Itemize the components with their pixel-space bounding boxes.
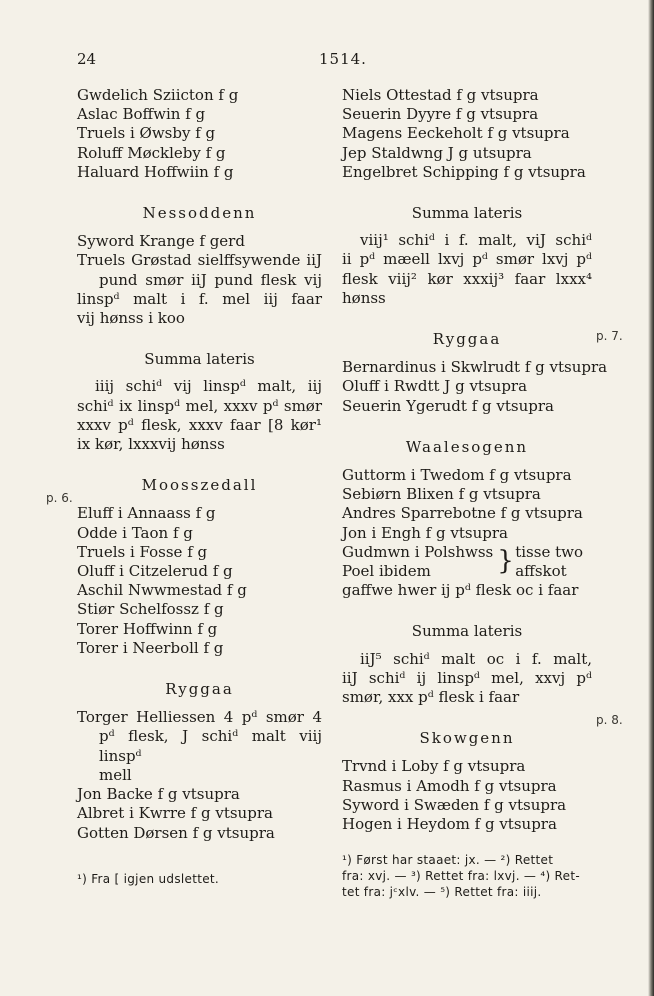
list-item: Aslac Boffwin f g xyxy=(77,105,206,124)
list-item: Engelbret Schipping f g vtsupra xyxy=(342,162,586,181)
list-item: Jep Staldwng J g utsupra xyxy=(342,143,532,162)
list-item: Oluff i Rwdtt J g vtsupra xyxy=(342,377,528,396)
section-heading-nessoddenn: Nessoddenn xyxy=(142,204,257,223)
list-item: Magens Eeckeholt f g vtsupra xyxy=(342,124,570,143)
list-item: Jon i Engh f g vtsupra xyxy=(342,523,508,542)
footnote-left: ¹) Fra [ igjen udslettet. xyxy=(77,871,220,886)
section-heading-ryggaa-right: Ryggaa xyxy=(432,330,502,349)
list-item: Gudmwn i Polshwss xyxy=(342,542,494,561)
section-heading-skowgenn: Skowgenn xyxy=(419,729,515,748)
entry-line: Truels Grøstad sielffsywende iiJ xyxy=(77,251,322,270)
left-intro-list xyxy=(77,86,322,182)
list-item: Truels i Øwsby f g xyxy=(77,124,216,143)
summa-line: schiᵈ ix linspᵈ mel, xxxv pᵈ smør xyxy=(77,396,322,415)
brace-names xyxy=(342,543,493,581)
brace-entry xyxy=(342,543,592,581)
summa-title: Summa lateris xyxy=(411,622,523,641)
list-item: Torer i Neerboll f g xyxy=(77,638,224,657)
right-column xyxy=(342,86,608,900)
list-item: Eluff i Annaass f g xyxy=(77,504,216,523)
list-item: Aschil Nwwmestad f g xyxy=(77,581,247,600)
list-item: Jon Backe f g vtsupra xyxy=(77,785,240,804)
list-item: Roluff Møckleby f g xyxy=(77,143,226,162)
brace-text-line: affskot xyxy=(515,562,567,581)
list-item: Gotten Dørsen f g vtsupra xyxy=(77,823,275,842)
entry-line: gaffwe hwer ij pᵈ flesk oc i faar xyxy=(342,581,579,600)
footnote-line: ¹) Først har staaet: jx. — ²) Rettet xyxy=(342,853,554,868)
list-item: Haluard Hoffwiin f g xyxy=(77,162,234,181)
list-item: Sebiørn Blixen f g vtsupra xyxy=(342,485,541,504)
list-item: Gwdelich Sziicton f g xyxy=(77,86,239,104)
section-heading-moosszedall: Moosszedall xyxy=(141,476,258,495)
footnote-line: tet fra: jᶜxlv. — ⁵) Rettet fra: iiij. xyxy=(342,885,542,900)
summa-title: Summa lateris xyxy=(411,204,523,223)
list-item: Rasmus i Amodh f g vtsupra xyxy=(342,776,557,795)
list-item: Poel ibidem xyxy=(342,562,431,581)
left-column xyxy=(77,86,322,887)
list-item: Niels Ottestad f g vtsupra xyxy=(342,86,539,104)
summa-title: Summa lateris xyxy=(144,350,255,369)
list-item: Syword Krange f gerd xyxy=(77,232,245,251)
section-heading-ryggaa-left: Ryggaa xyxy=(165,680,234,699)
entry-line: pund smør iiJ pund flesk vij xyxy=(99,270,322,289)
list-item: Truels i Fosse f g xyxy=(77,542,208,561)
list-item: Stiør Schelfossz f g xyxy=(77,600,224,619)
entry-line: vij hønss i koo xyxy=(77,309,185,328)
brace-icon: } xyxy=(497,545,514,576)
page-edge xyxy=(648,0,654,996)
summa-line: smør, xxx pᵈ flesk i faar xyxy=(342,688,520,707)
summa-line: flesk viij² kør xxxij³ faar lxxx⁴ xyxy=(342,269,592,288)
list-item: Guttorm i Twedom f g vtsupra xyxy=(342,466,572,485)
summa-line: viij¹ schiᵈ i f. malt, viJ schiᵈ xyxy=(360,231,592,250)
section-heading-waalesogenn: Waalesogenn xyxy=(405,437,529,456)
list-item: Syword i Swæden f g vtsupra xyxy=(342,795,567,814)
list-item: Hogen i Heydom f g vtsupra xyxy=(342,815,557,834)
entry-line: linspᵈ malt i f. mel iij faar xyxy=(77,289,322,308)
page-header xyxy=(77,50,614,70)
footnote-line: fra: xvj. — ³) Rettet fra: lxvj. — ⁴) Ret- xyxy=(342,869,580,884)
list-item: Seuerin Ygerudt f g vtsupra xyxy=(342,396,554,415)
margin-ref-p8: p. 8. xyxy=(596,713,623,727)
list-item: Seuerin Dyyre f g vtsupra xyxy=(342,105,539,124)
brace-text-line: tisse two xyxy=(515,542,583,561)
margin-ref-p7: p. 7. xyxy=(596,329,623,343)
summa-line: xxxv pᵈ flesk, xxxv faar [8 kør¹ xyxy=(77,415,322,434)
summa-line: ii pᵈ mæell lxvj pᵈ smør lxvj pᵈ xyxy=(342,250,592,269)
margin-ref-p6: p. 6. xyxy=(46,491,73,505)
entry-line: pᵈ flesk, J schiᵈ malt viij linspᵈ xyxy=(99,727,322,765)
list-item: Albret i Kwrre f g vtsupra xyxy=(77,804,273,823)
list-item: Odde i Taon f g xyxy=(77,523,193,542)
summa-line: ix kør, lxxxvij hønss xyxy=(77,435,225,454)
brace-text xyxy=(515,543,583,581)
page-number: 24 xyxy=(77,50,97,68)
footnotes-right xyxy=(342,852,592,900)
list-item: Bernardinus i Skwlrudt f g vtsupra xyxy=(342,358,608,377)
summa-line: iiJ⁵ schiᵈ malt oc i f. malt, xyxy=(360,649,592,668)
summa-line: hønss xyxy=(342,288,386,307)
list-item: Torer Hoffwinn f g xyxy=(77,619,218,638)
list-item: Trvnd i Loby f g vtsupra xyxy=(342,757,526,776)
entry-line: mell xyxy=(99,765,132,784)
summa-line: iiJ schiᵈ ij linspᵈ mel, xxvj pᵈ xyxy=(342,668,592,687)
list-item: Oluff i Citzelerud f g xyxy=(77,562,233,581)
entry-line: Torger Helliessen 4 pᵈ smør 4 xyxy=(77,708,322,727)
page-year: 1514. xyxy=(319,50,367,68)
summa-line: iiij schiᵈ vij linspᵈ malt, iij xyxy=(95,377,322,396)
list-item: Andres Sparrebotne f g vtsupra xyxy=(342,504,583,523)
